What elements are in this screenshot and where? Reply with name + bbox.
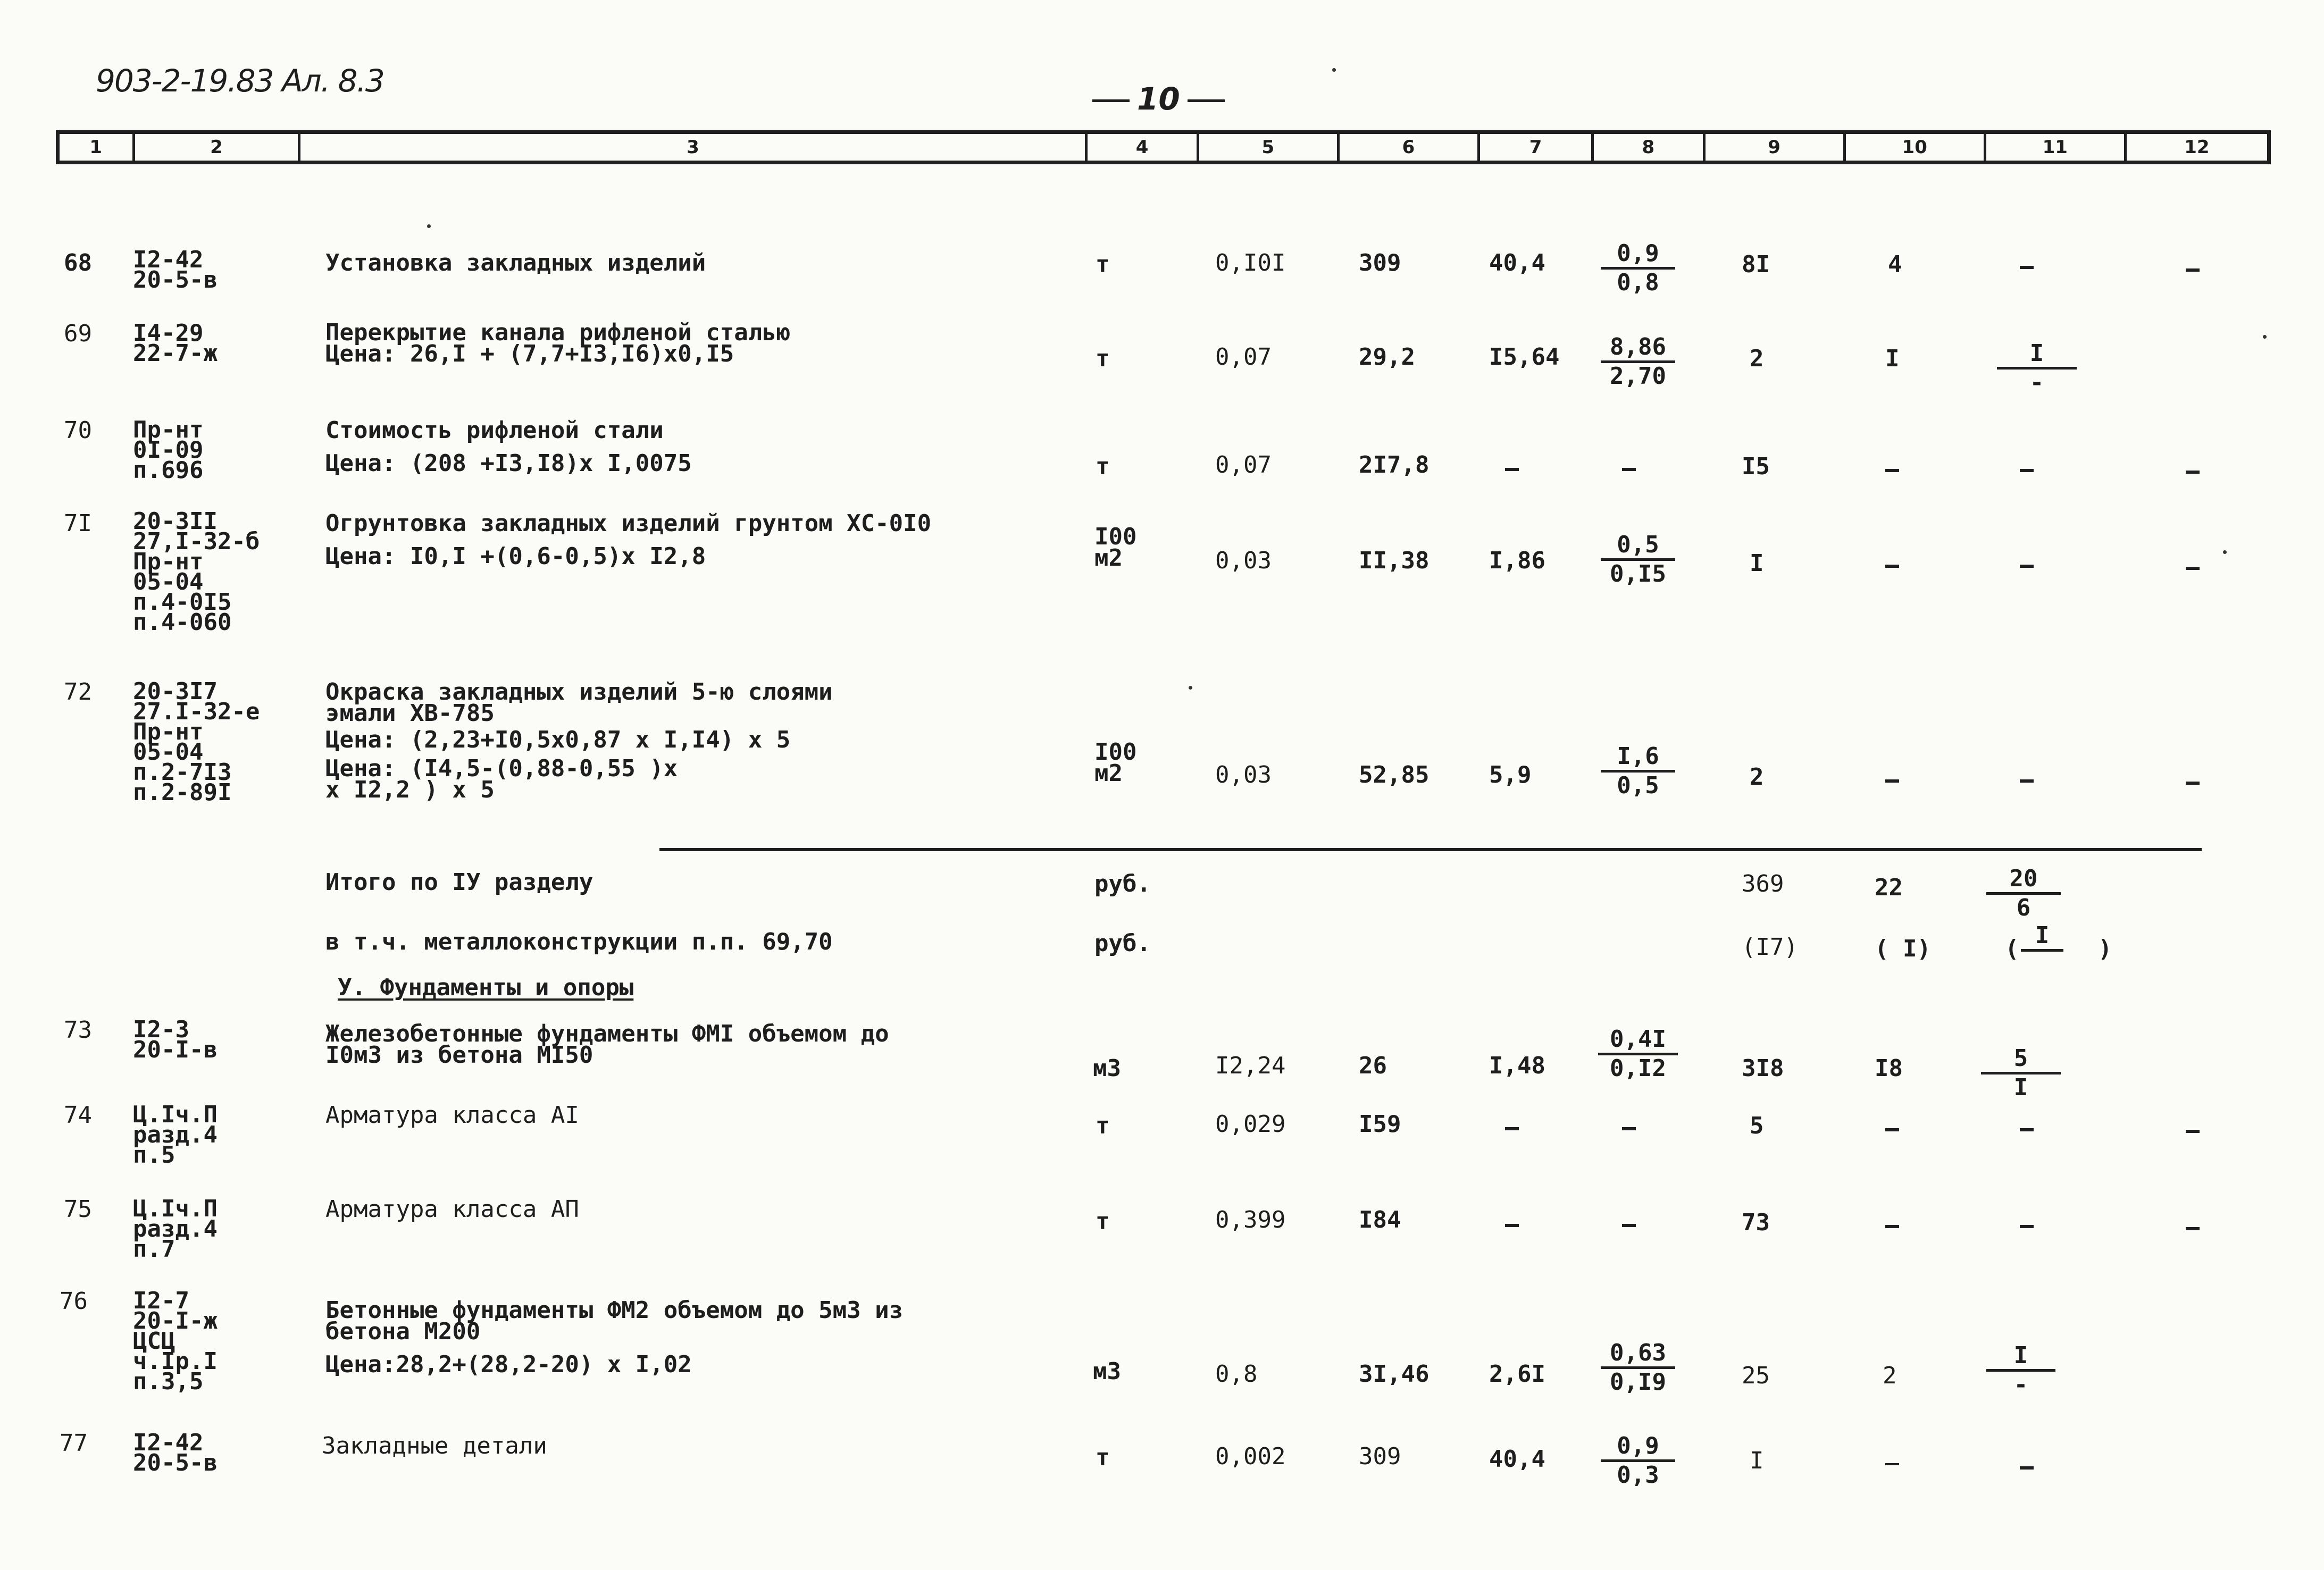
norm-code-line: I2-7: [133, 1287, 189, 1314]
unit-price: 2I7,8: [1359, 451, 1429, 478]
fraction-bottom: 6: [2016, 894, 2031, 921]
fraction-bottom: 0,5: [1617, 772, 1659, 799]
empty-dash: [1505, 1127, 1519, 1130]
description-line: Цена: 26,I + (7,7+I3,I6)x0,I5: [325, 340, 734, 367]
norm-code-line: 20-5-в: [133, 266, 218, 293]
empty-dash: [2186, 782, 2200, 785]
column-header-9: 9: [1706, 134, 1846, 161]
empty-dash: [2020, 266, 2034, 269]
col7-value: 5,9: [1489, 761, 1532, 788]
total-unit: руб.: [1094, 870, 1151, 897]
empty-dash: [1885, 779, 1899, 783]
quantity: 0,07: [1215, 343, 1272, 371]
including-col11-fraction: [2021, 922, 2063, 952]
work-description: Арматура класса АI: [325, 1102, 579, 1129]
work-description: [325, 678, 833, 803]
col9-value: I: [1750, 550, 1764, 577]
including-unit: руб.: [1094, 930, 1151, 957]
fraction-top: 0,5: [1601, 532, 1675, 561]
empty-dash: [2186, 1227, 2200, 1230]
row-number: 7I: [64, 510, 92, 537]
row-number: 76: [60, 1288, 88, 1315]
empty-dash: [1505, 468, 1519, 471]
empty-dash: [1885, 1225, 1899, 1228]
column-header-2: 2: [135, 134, 301, 161]
norm-code-line: Пр-нт: [133, 548, 204, 575]
col7-value: 2,6I: [1489, 1361, 1545, 1388]
col8-fraction: [1601, 240, 1675, 296]
col9-value: 8I: [1742, 251, 1770, 278]
norm-code: [133, 1101, 218, 1169]
quantity: 0,I0I: [1215, 249, 1286, 276]
norm-code: [133, 508, 260, 636]
work-description: [325, 1020, 889, 1069]
row-number: 68: [64, 249, 92, 276]
col9-value: I5: [1742, 453, 1770, 480]
quantity: 0,029: [1215, 1111, 1286, 1138]
norm-code: [133, 1016, 218, 1063]
col10-value: I: [1885, 345, 1900, 372]
empty-dash: [2186, 567, 2200, 570]
total-col10: 22: [1875, 874, 1903, 901]
fraction-top: I: [1986, 1342, 2055, 1372]
fraction-bottom: 0,8: [1617, 269, 1659, 296]
col8-fraction: [1601, 743, 1675, 799]
col9-value: 2: [1750, 345, 1764, 372]
description-line: Цена: (2,23+I0,5x0,87 x I,I4) x 5: [325, 726, 791, 753]
work-description: Установка закладных изделий: [325, 249, 706, 276]
col9-value: 5: [1750, 1112, 1764, 1139]
description-line: Цена: (208 +I3,I8)x I,0075: [325, 450, 692, 477]
row-number: 75: [64, 1196, 92, 1223]
total-col11-fraction: [1986, 866, 2061, 921]
unit-price: I59: [1359, 1111, 1401, 1138]
empty-dash: [2020, 565, 2034, 568]
fraction-bottom: 0,I2: [1610, 1055, 1666, 1082]
section-total-separator: [659, 848, 2202, 851]
col10-value: 4: [1888, 251, 1902, 278]
col7-value: 40,4: [1489, 249, 1545, 276]
norm-code-line: Ц.Iч.П: [133, 1101, 218, 1128]
description-line: Цена: I0,I +(0,6-0,5)x I2,8: [325, 543, 706, 570]
empty-dash: [1505, 1224, 1519, 1227]
description-line: бетона М200: [325, 1318, 481, 1345]
description-line: I0м3 из бетона МI50: [325, 1042, 593, 1069]
fraction-bottom: I: [2013, 1074, 2028, 1101]
unit-price: 309: [1359, 249, 1401, 276]
total-label: Итого по IУ разделу: [325, 869, 593, 896]
column-header-12: 12: [2184, 137, 2210, 158]
row-number: 69: [64, 320, 92, 347]
quantity: 0,03: [1215, 761, 1272, 788]
unit: т: [1096, 1444, 1110, 1471]
row-number: 70: [64, 417, 92, 444]
col7-value: 40,4: [1489, 1446, 1545, 1473]
column-header-5: 5: [1199, 134, 1340, 161]
col8-fraction: [1601, 1433, 1675, 1489]
unit: I00 м2: [1094, 738, 1137, 787]
fraction-top: 0,63: [1601, 1340, 1675, 1369]
quantity: 0,8: [1215, 1361, 1258, 1388]
document-code: 903-2-19.83 Ал. 8.3: [96, 63, 384, 99]
fraction-top: I: [1997, 340, 2077, 370]
norm-code-line: 27.I-32-е: [133, 698, 260, 725]
description-line: Окраска закладных изделий 5-ю слоями: [325, 678, 833, 706]
norm-code-line: ЦСЦ: [133, 1328, 175, 1355]
including-col9: (I7): [1742, 934, 1798, 961]
unit-price: I84: [1359, 1206, 1401, 1233]
norm-code-line: п.5: [133, 1141, 175, 1169]
norm-code: [133, 416, 204, 484]
column-header-7: 7: [1480, 134, 1594, 161]
norm-code: [133, 320, 218, 367]
norm-code-line: Ц.Iч.П: [133, 1195, 218, 1222]
including-col11-close: ): [2098, 935, 2112, 962]
col11-fraction: [1986, 1342, 2055, 1398]
norm-code-line: I2-42: [133, 246, 204, 273]
empty-dash: [1885, 469, 1899, 472]
description-line: Цена: (I4,5-(0,88-0,55 )x: [325, 755, 678, 782]
description-line: Перекрытие канала рифленой сталью: [325, 319, 791, 346]
fraction-top: 0,9: [1601, 1433, 1675, 1462]
col8-fraction: [1601, 1340, 1675, 1396]
work-description: [325, 319, 791, 367]
unit: т: [1096, 251, 1110, 278]
norm-code-line: 05-04: [133, 738, 204, 766]
including-col11-open: (: [2005, 935, 2019, 962]
work-description: [325, 1297, 904, 1378]
norm-code-line: 20-I-ж: [133, 1307, 218, 1334]
col10-value: 2: [1883, 1362, 1897, 1389]
scan-speck: [2263, 335, 2267, 339]
unit: т: [1096, 1208, 1110, 1235]
description-line: x I2,2 ) x 5: [325, 776, 495, 803]
row-number: 74: [64, 1102, 92, 1129]
norm-code-line: I2-3: [133, 1016, 189, 1043]
total-col9: 369: [1742, 870, 1784, 897]
quantity: 0,03: [1215, 547, 1272, 574]
empty-dash: [2186, 471, 2200, 474]
fraction-top: 5: [1981, 1045, 2061, 1074]
description-line: Бетонные фундаменты ФМ2 объемом до 5м3 из: [325, 1297, 904, 1324]
col7-value: I5,64: [1489, 343, 1560, 371]
unit-price: 309: [1359, 1443, 1401, 1470]
fraction-bottom: 0,I5: [1610, 560, 1666, 587]
fraction-bottom: 2,70: [1610, 363, 1666, 390]
col9-value: 2: [1750, 763, 1764, 791]
norm-code-line: I2-42: [133, 1429, 204, 1456]
including-label: в т.ч. металлоконструкции п.п. 69,70: [325, 928, 833, 955]
empty-dash: [1885, 1463, 1899, 1465]
column-header-10: 10: [1846, 134, 1986, 161]
empty-dash: [2020, 1225, 2034, 1228]
col7-value: I,86: [1489, 547, 1545, 574]
col8-fraction: [1601, 532, 1675, 587]
col7-value: I,48: [1489, 1052, 1545, 1079]
unit: т: [1096, 345, 1110, 372]
work-description: [325, 417, 692, 477]
row-number: 72: [64, 678, 92, 706]
norm-code: [133, 1429, 218, 1476]
norm-code: [133, 678, 260, 806]
norm-code-line: 0I-09: [133, 436, 204, 464]
quantity: I2,24: [1215, 1052, 1286, 1079]
including-col10: ( I): [1875, 935, 1931, 962]
norm-code-line: п.2-7I3: [133, 759, 232, 786]
fraction-top: 8,86: [1601, 334, 1675, 363]
empty-dash: [2020, 1466, 2034, 1470]
empty-dash: [1622, 468, 1636, 471]
column-header-11: 11: [1986, 134, 2127, 161]
norm-code-line: п.7: [133, 1236, 175, 1263]
row-number: 77: [60, 1430, 88, 1457]
norm-code-line: разд.4: [133, 1121, 218, 1148]
column-header-3: 3: [300, 134, 1088, 161]
norm-code-line: Пр-нт: [133, 718, 204, 745]
empty-dash: [1622, 1127, 1636, 1130]
scan-speck: [1189, 686, 1192, 690]
norm-code-line: п.3,5: [133, 1368, 204, 1395]
fraction-top: 0,4I: [1598, 1026, 1678, 1055]
scan-speck: [2223, 550, 2227, 554]
fraction-top: I: [2021, 922, 2063, 952]
description-line: Стоимость рифленой стали: [325, 417, 664, 444]
norm-code-line: 27,I-32-б: [133, 528, 260, 555]
col9-value: 73: [1742, 1209, 1770, 1236]
unit-price: II,38: [1359, 547, 1429, 574]
col9-value: I: [1750, 1447, 1764, 1474]
empty-dash: [1885, 1128, 1899, 1131]
empty-dash: [2020, 469, 2034, 472]
fraction-top: 20: [1986, 866, 2061, 895]
norm-code-line: п.696: [133, 457, 204, 484]
norm-code-line: I4-29: [133, 320, 204, 347]
scan-speck: [1332, 68, 1336, 72]
norm-code: [133, 246, 218, 293]
work-description: Арматура класса АП: [325, 1196, 579, 1223]
unit: I00 м2: [1094, 523, 1137, 572]
norm-code: [133, 1195, 218, 1263]
col9-value: 25: [1742, 1362, 1770, 1389]
norm-code-line: п.4-0I5: [133, 589, 232, 616]
fraction-bottom: 0,I9: [1610, 1368, 1666, 1396]
unit-price: 26: [1359, 1052, 1387, 1079]
work-description: [325, 510, 932, 570]
description-line: Железобетонные фундаменты ФМI объемом до: [325, 1020, 889, 1047]
column-header-1: 1: [60, 134, 135, 161]
norm-code-line: п.4-060: [133, 609, 232, 636]
quantity: 0,399: [1215, 1206, 1286, 1233]
empty-dash: [1885, 565, 1899, 568]
description-line: эмали ХВ-785: [325, 700, 495, 727]
norm-code-line: разд.4: [133, 1215, 218, 1242]
row-number: 73: [64, 1017, 92, 1044]
norm-code: [133, 1287, 218, 1395]
fraction-bottom: 0,3: [1617, 1462, 1659, 1489]
empty-dash: [2186, 268, 2200, 272]
col11-fraction: [1997, 340, 2077, 396]
column-header-6: 6: [1340, 134, 1480, 161]
empty-dash: [2020, 779, 2034, 783]
empty-dash: [2020, 1128, 2034, 1131]
fraction-bottom: -: [2013, 1371, 2028, 1398]
page-number: 10: [1085, 81, 1232, 117]
unit-price: 3I,46: [1359, 1361, 1429, 1388]
section-title: У. Фундаменты и опоры: [338, 974, 634, 1001]
norm-code-line: Пр-нт: [133, 416, 204, 443]
col8-fraction: [1601, 334, 1675, 390]
quantity: 0,002: [1215, 1443, 1286, 1470]
unit: т: [1096, 1112, 1110, 1139]
unit: т: [1096, 453, 1110, 480]
unit-price: 52,85: [1359, 761, 1429, 788]
fraction-bottom: -: [2029, 369, 2044, 396]
unit-price: 29,2: [1359, 343, 1415, 371]
column-header-4: 4: [1088, 134, 1199, 161]
description-line: Цена:28,2+(28,2-20) x I,02: [325, 1351, 692, 1378]
empty-dash: [2186, 1130, 2200, 1133]
norm-code-line: 05-04: [133, 568, 204, 595]
description-line: Огрунтовка закладных изделий грунтом ХС-0I0: [325, 510, 932, 537]
norm-code-line: ч.Iр.I: [133, 1348, 218, 1375]
norm-code-line: 20-3II: [133, 508, 218, 535]
scan-speck: [427, 224, 431, 228]
norm-code-line: 20-5-в: [133, 1449, 218, 1476]
col10-value: I8: [1875, 1055, 1903, 1082]
norm-code-line: п.2-89I: [133, 779, 232, 806]
quantity: 0,07: [1215, 451, 1272, 478]
col8-fraction: [1598, 1026, 1678, 1082]
fraction-top: I,6: [1601, 743, 1675, 773]
col9-value: 3I8: [1742, 1055, 1784, 1082]
work-description: Закладные детали: [322, 1432, 547, 1459]
norm-code-line: 20-I-в: [133, 1036, 218, 1063]
column-header-row: [56, 130, 2271, 164]
norm-code-line: 22-7-ж: [133, 340, 218, 367]
norm-code-line: 20-3I7: [133, 678, 218, 705]
col11-fraction: [1981, 1045, 2061, 1101]
empty-dash: [1622, 1224, 1636, 1227]
column-header-8: 8: [1594, 134, 1705, 161]
fraction-top: 0,9: [1601, 240, 1675, 270]
unit: м3: [1093, 1358, 1121, 1385]
unit: м3: [1093, 1055, 1121, 1082]
